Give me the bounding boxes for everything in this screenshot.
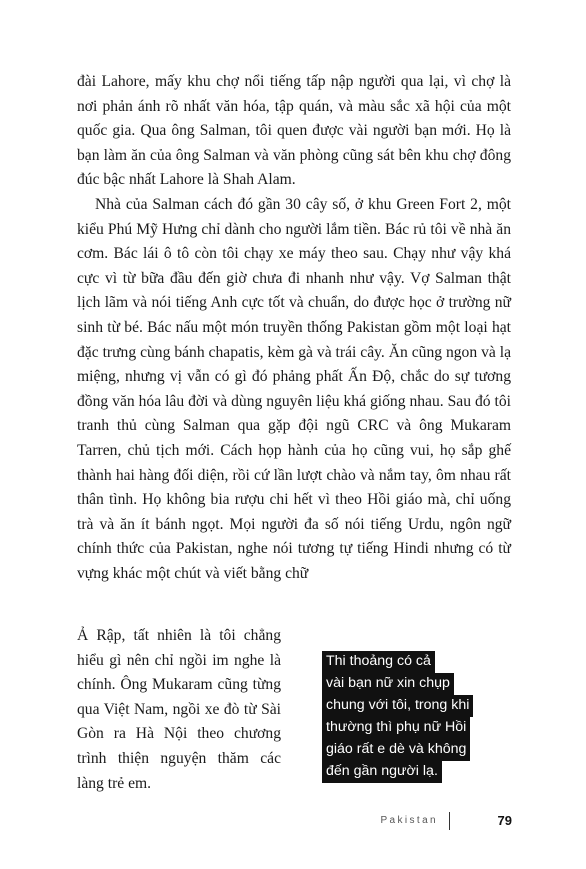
paragraph-2-continuation: Ả Rập, tất nhiên là tôi chẳng hiểu gì nên chỉ ngồi im nghe là chính. Ông Mukaram cũng từng qua Việt Nam, ngồi xe đò từ Sài Gòn ra Hà Nội theo chương trình thiện nguyện thăm các làng trẻ em.	[77, 627, 281, 792]
pull-quote-line: vài bạn nữ xin chụp	[322, 673, 454, 695]
paragraph-1: đài Lahore, mấy khu chợ nổi tiếng tấp nập người qua lại, vì chợ là nơi phản ánh rõ nhất văn hóa, tập quán, và màu sắc xã hội của một quốc gia. Qua ông Salman, tôi quen được vài người bạn mới. Họ là bạn làm ăn của ông Salman và văn phòng cũng sát bên khu chợ đông đúc bậc nhất Lahore là Shah Alam.	[77, 73, 511, 189]
pull-quote-line: Thi thoảng có cả	[322, 651, 435, 673]
running-footer-section: Pakistan	[380, 815, 438, 826]
footer-divider	[449, 812, 450, 830]
pull-quote-line: giáo rất e dè và không	[322, 739, 470, 761]
main-text-column	[77, 70, 511, 586]
pull-quote-line: chung với tôi, trong khi	[322, 695, 473, 717]
paragraph-2: Nhà của Salman cách đó gần 30 cây số, ở khu Green Fort 2, một kiểu Phú Mỹ Hưng chỉ dành cho người lắm tiền. Bác rủ tôi về nhà ăn cơm. Bác lái ô tô còn tôi chạy xe máy theo sau. Chạy như vậy khá cực vì từ bữa đầu đến giờ chưa đi nhanh như vậy. Vợ Salman thật lịch lãm và nói tiếng Anh cực tốt và chuẩn, do được học ở trường nữ sinh từ bé. Bác nấu một món truyền thống Pakistan gồm một loại hạt đặc trưng cùng bánh chapatis, kèm gà và trái cây. Ăn cũng ngon và lạ miệng, nhưng vị vẫn có gì đó phảng phất Ấn Độ, chắc do sự tương đồng văn hóa lâu đời và dùng nguyên liệu khá giống nhau. Sau đó tôi tranh thủ cùng Salman qua gặp đội ngũ CRC và ông Mukaram Tarren, chủ tịch mới. Cách họp hành của họ cũng vui, họ sắp ghế thành hai hàng đối diện, rồi cứ lần lượt chào và nắm tay, ôm nhau rất thân tình. Họ không bia rượu chi hết vì theo Hồi giáo mà, chỉ uống trà và ăn ít bánh ngọt. Mọi người đa số nói tiếng Urdu, ngôn ngữ chính thức của Pakistan, nghe nói tương tự tiếng Hindi nhưng có từ vựng khác một chút và viết bằng chữ	[77, 195, 511, 582]
pull-quote-line: thường thì phụ nữ Hồi	[322, 717, 470, 739]
pull-quote-line: đến gần người lạ.	[322, 761, 442, 783]
pull-quote	[322, 651, 522, 783]
page-number: 79	[497, 813, 512, 828]
